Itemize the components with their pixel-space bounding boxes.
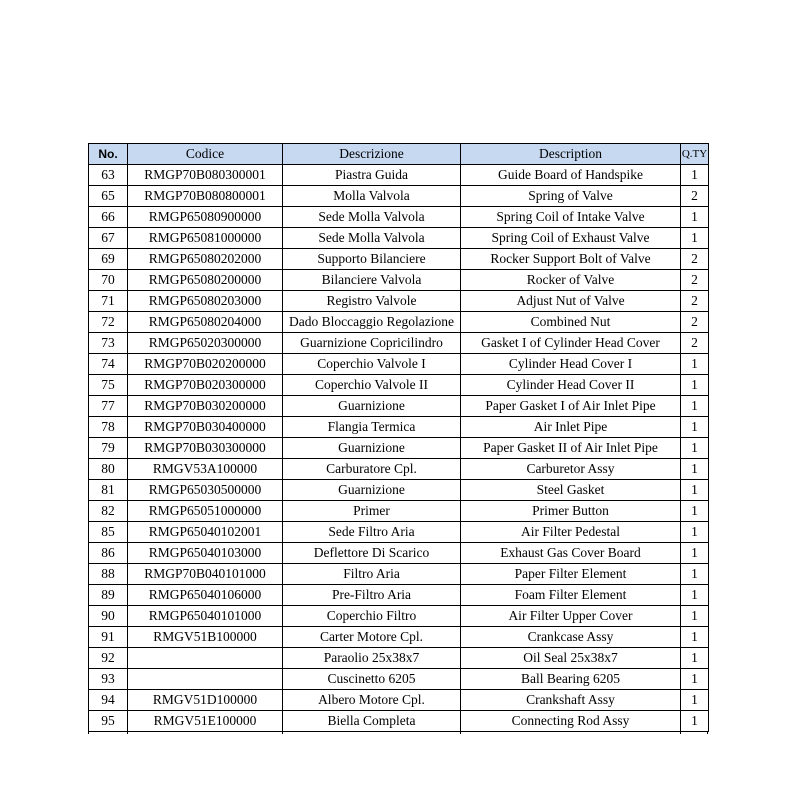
cell-no: 88: [89, 564, 128, 585]
cell-qty: 2: [681, 270, 709, 291]
cell-code: RMGP65040103000: [128, 543, 283, 564]
cell-description-it: Guarnizione: [283, 438, 461, 459]
cell-description-it: Guarnizione Copricilindro: [283, 333, 461, 354]
cell-no: 80: [89, 459, 128, 480]
cell-description-it: Carter Motore Cpl.: [283, 627, 461, 648]
cell-code: RMGP65080900000: [128, 207, 283, 228]
cell-qty: 1: [681, 585, 709, 606]
header-description-it: Descrizione: [283, 144, 461, 165]
cell-description-en: Air Inlet Pipe: [461, 417, 681, 438]
cell-description-en: Air Filter Pedestal: [461, 522, 681, 543]
cell-description-it: Deflettore Di Scarico: [283, 543, 461, 564]
cell-code: RMGP65080203000: [128, 291, 283, 312]
cell-description-en: Spring Coil of Intake Valve: [461, 207, 681, 228]
cell-description-en: Guide Board of Handspike: [461, 165, 681, 186]
cell-description-en: Paper Gasket I of Air Inlet Pipe: [461, 396, 681, 417]
cell-qty: 2: [681, 186, 709, 207]
cell-no: 66: [89, 207, 128, 228]
cell-description-it: Coperchio Valvole II: [283, 375, 461, 396]
cell-description-it: Molla Valvola: [283, 186, 461, 207]
cell-description-it: Guarnizione: [283, 480, 461, 501]
table-row: [89, 438, 709, 459]
table-row: [89, 501, 709, 522]
cell-code: RMGP65081000000: [128, 228, 283, 249]
cell-qty: 1: [681, 480, 709, 501]
cell-description-it: Supporto Bilanciere: [283, 249, 461, 270]
cell-qty: 1: [681, 669, 709, 690]
cell-code: [128, 669, 283, 690]
cell-code: RMGV51E100000: [128, 711, 283, 732]
cell-description-it: Sede Molla Valvola: [283, 228, 461, 249]
cell-code: RMGP70B030300000: [128, 438, 283, 459]
cell-description-it: Piastra Guida: [283, 165, 461, 186]
cell-no: 89: [89, 585, 128, 606]
table-row: [89, 669, 709, 690]
cell-description-it: Albero Motore Cpl.: [283, 690, 461, 711]
table-continuation-lines: [88, 732, 708, 734]
cell-description-it: Pre-Filtro Aria: [283, 585, 461, 606]
cell-qty: 1: [681, 375, 709, 396]
cell-code: RMGP70B080800001: [128, 186, 283, 207]
cell-description-en: Spring Coil of Exhaust Valve: [461, 228, 681, 249]
cell-description-en: Ball Bearing 6205: [461, 669, 681, 690]
table-row: [89, 459, 709, 480]
cell-code: [128, 648, 283, 669]
table-row: [89, 711, 709, 732]
cell-qty: 1: [681, 438, 709, 459]
cell-no: 70: [89, 270, 128, 291]
cell-description-en: Crankcase Assy: [461, 627, 681, 648]
cell-description-it: Registro Valvole: [283, 291, 461, 312]
cell-description-it: Cuscinetto 6205: [283, 669, 461, 690]
cell-code: RMGP70B020300000: [128, 375, 283, 396]
table-row: [89, 690, 709, 711]
cell-qty: 1: [681, 417, 709, 438]
cell-description-it: Paraolio 25x38x7: [283, 648, 461, 669]
cell-no: 86: [89, 543, 128, 564]
table-row: [89, 291, 709, 312]
table-row: [89, 207, 709, 228]
cell-description-en: Cylinder Head Cover II: [461, 375, 681, 396]
table-row: [89, 249, 709, 270]
table-row: [89, 354, 709, 375]
cell-qty: 2: [681, 249, 709, 270]
cell-description-en: Cylinder Head Cover I: [461, 354, 681, 375]
cell-qty: 1: [681, 501, 709, 522]
cell-qty: 1: [681, 648, 709, 669]
cell-no: 73: [89, 333, 128, 354]
cell-code: RMGP65080204000: [128, 312, 283, 333]
cell-no: 65: [89, 186, 128, 207]
table-row: [89, 333, 709, 354]
cell-description-it: Bilanciere Valvola: [283, 270, 461, 291]
cell-no: 69: [89, 249, 128, 270]
cell-description-it: Primer: [283, 501, 461, 522]
cell-code: RMGP65051000000: [128, 501, 283, 522]
cell-code: RMGV51D100000: [128, 690, 283, 711]
cell-qty: 1: [681, 564, 709, 585]
cell-no: 78: [89, 417, 128, 438]
cell-description-it: Sede Filtro Aria: [283, 522, 461, 543]
table-row: [89, 564, 709, 585]
header-description-en: Description: [461, 144, 681, 165]
cell-no: 90: [89, 606, 128, 627]
cell-no: 75: [89, 375, 128, 396]
cell-description-it: Biella Completa: [283, 711, 461, 732]
cell-no: 79: [89, 438, 128, 459]
cell-qty: 1: [681, 606, 709, 627]
table-row: [89, 417, 709, 438]
cell-code: RMGP65080202000: [128, 249, 283, 270]
cell-qty: 2: [681, 333, 709, 354]
cell-description-en: Paper Filter Element: [461, 564, 681, 585]
cell-no: 85: [89, 522, 128, 543]
cell-code: RMGP65040102001: [128, 522, 283, 543]
cell-code: RMGP70B040101000: [128, 564, 283, 585]
cell-code: RMGV53A100000: [128, 459, 283, 480]
cell-description-it: Coperchio Valvole I: [283, 354, 461, 375]
cell-description-it: Flangia Termica: [283, 417, 461, 438]
cell-description-it: Carburatore Cpl.: [283, 459, 461, 480]
cell-qty: 1: [681, 354, 709, 375]
cell-description-en: Oil Seal 25x38x7: [461, 648, 681, 669]
table-row: [89, 585, 709, 606]
cell-description-en: Connecting Rod Assy: [461, 711, 681, 732]
cell-qty: 1: [681, 627, 709, 648]
table-row: [89, 270, 709, 291]
cell-no: 94: [89, 690, 128, 711]
table-row: [89, 375, 709, 396]
cell-description-it: Guarnizione: [283, 396, 461, 417]
cell-description-it: Sede Molla Valvola: [283, 207, 461, 228]
table-row: [89, 396, 709, 417]
cell-description-en: Carburetor Assy: [461, 459, 681, 480]
table-row: [89, 186, 709, 207]
header-no: No.: [89, 144, 128, 165]
cell-description-en: Rocker Support Bolt of Valve: [461, 249, 681, 270]
cell-qty: 2: [681, 312, 709, 333]
cell-no: 63: [89, 165, 128, 186]
table-row: [89, 312, 709, 333]
cell-no: 92: [89, 648, 128, 669]
cell-description-en: Gasket I of Cylinder Head Cover: [461, 333, 681, 354]
cell-no: 77: [89, 396, 128, 417]
cell-qty: 1: [681, 459, 709, 480]
parts-table: [88, 143, 709, 732]
cell-description-en: Rocker of Valve: [461, 270, 681, 291]
table-row: [89, 543, 709, 564]
cell-no: 81: [89, 480, 128, 501]
cell-description-en: Paper Gasket II of Air Inlet Pipe: [461, 438, 681, 459]
table-row: [89, 648, 709, 669]
cell-no: 91: [89, 627, 128, 648]
cell-description-en: Adjust Nut of Valve: [461, 291, 681, 312]
header-qty: Q.TY: [681, 144, 709, 165]
cell-no: 71: [89, 291, 128, 312]
cell-code: RMGP70B030400000: [128, 417, 283, 438]
table-row: [89, 228, 709, 249]
cell-no: 74: [89, 354, 128, 375]
cell-description-en: Air Filter Upper Cover: [461, 606, 681, 627]
cell-description-it: Coperchio Filtro: [283, 606, 461, 627]
cell-code: RMGP65040106000: [128, 585, 283, 606]
cell-code: RMGP65080200000: [128, 270, 283, 291]
cell-qty: 1: [681, 543, 709, 564]
table-row: [89, 480, 709, 501]
cell-description-en: Spring of Valve: [461, 186, 681, 207]
table-row: [89, 522, 709, 543]
cell-description-en: Exhaust Gas Cover Board: [461, 543, 681, 564]
cell-qty: 1: [681, 165, 709, 186]
header-row: [89, 144, 709, 165]
header-code: Codice: [128, 144, 283, 165]
cell-no: 72: [89, 312, 128, 333]
cell-qty: 1: [681, 396, 709, 417]
cell-code: RMGP65020300000: [128, 333, 283, 354]
cell-code: RMGP70B030200000: [128, 396, 283, 417]
cell-description-en: Crankshaft Assy: [461, 690, 681, 711]
cell-no: 82: [89, 501, 128, 522]
cell-no: 95: [89, 711, 128, 732]
cell-no: 67: [89, 228, 128, 249]
cell-code: RMGV51B100000: [128, 627, 283, 648]
cell-description-en: Foam Filter Element: [461, 585, 681, 606]
cell-description-en: Primer Button: [461, 501, 681, 522]
cell-description-en: Steel Gasket: [461, 480, 681, 501]
cell-qty: 1: [681, 228, 709, 249]
cell-code: RMGP70B020200000: [128, 354, 283, 375]
table-row: [89, 627, 709, 648]
cell-description-en: Combined Nut: [461, 312, 681, 333]
cell-qty: 1: [681, 690, 709, 711]
cell-qty: 1: [681, 522, 709, 543]
table-row: [89, 606, 709, 627]
cell-qty: 2: [681, 291, 709, 312]
table-row: [89, 165, 709, 186]
cell-description-it: Filtro Aria: [283, 564, 461, 585]
cell-qty: 1: [681, 207, 709, 228]
cell-no: 93: [89, 669, 128, 690]
cell-code: RMGP65030500000: [128, 480, 283, 501]
cell-description-it: Dado Bloccaggio Regolazione: [283, 312, 461, 333]
cell-code: RMGP70B080300001: [128, 165, 283, 186]
cell-code: RMGP65040101000: [128, 606, 283, 627]
cell-qty: 1: [681, 711, 709, 732]
